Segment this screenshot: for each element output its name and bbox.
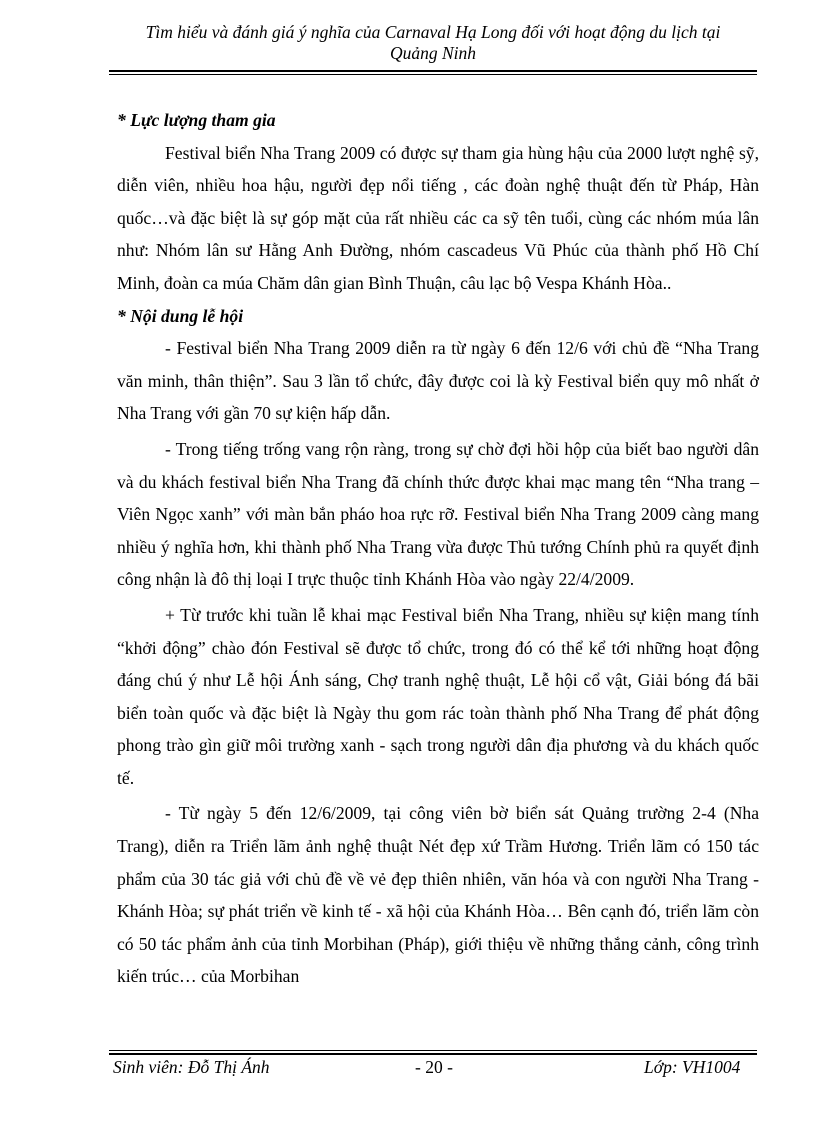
section-heading-participants: * Lực lượng tham gia bbox=[117, 110, 276, 130]
footer-rule bbox=[109, 1053, 757, 1055]
footer-page-number: - 20 - bbox=[415, 1057, 453, 1077]
paragraph: - Festival biển Nha Trang 2009 diễn ra từ ngày 6 đến 12/6 với chủ đề “Nha Trang văn minh, thân thiện”. Sau 3 lần tổ chức, đây được coi là kỳ Festival biển quy mô nhất ở Nha Trang với gần 70 sự kiện hấp dẫn. bbox=[117, 338, 759, 424]
header-rule-thin bbox=[109, 74, 757, 75]
paragraph: + Từ trước khi tuần lễ khai mạc Festival biển Nha Trang, nhiều sự kiện mang tính “khởi động” chào đón Festival sẽ được tổ chức, trong đó có thể kể tới những hoạt động đáng chú ý như Lễ hội Ánh sáng, Chợ tranh nghệ thuật, Lễ hội cổ vật, Giải bóng đá bãi biển toàn quốc và đặc biệt là Ngày thu gom rác toàn thành phố Nha Trang để phát động phong trào gìn giữ môi trường xanh - sạch trong người dân địa phương và du khách quốc tế. bbox=[117, 604, 759, 788]
header-title-line2: Quảng Ninh bbox=[389, 43, 477, 63]
footer-rule-thin bbox=[109, 1050, 757, 1051]
section-heading-content: * Nội dung lễ hội bbox=[117, 305, 244, 326]
page-header bbox=[110, 22, 756, 64]
paragraph: - Từ ngày 5 đến 12/6/2009, tại công viên bờ biển sát Quảng trường 2-4 (Nha Trang), diễn ra Triển lãm ảnh nghệ thuật Nét đẹp xứ Trầm Hương. Triển lãm có 150 tác phẩm của 30 tác giả với chủ đề về vẻ đẹp thiên nhiên, văn hóa và con người Nha Trang - Khánh Hòa; sự phát triển về kinh tế - xã hội của Khánh Hòa… Bên cạnh đó, triển lãm còn có 50 tác phẩm ảnh của tỉnh Morbihan (Pháp), giới thiệu về những thắng cảnh, công trình kiến trúc… của Morbihan bbox=[117, 803, 759, 987]
paragraph: Festival biển Nha Trang 2009 có được sự tham gia hùng hậu của 2000 lượt nghệ sỹ, diễn viên, nhiều hoa hậu, người đẹp nổi tiếng , các đoàn nghệ thuật đến từ Pháp, Hàn quốc…và đặc biệt là sự góp mặt của rất nhiều các ca sỹ tên tuổi, cùng các nhóm múa lân như: Nhóm lân sư Hằng Anh Đường, nhóm cascadeus Vũ Phúc của thành phố Hồ Chí Minh, đoàn ca múa Chăm dân gian Bình Thuận, câu lạc bộ Vespa Khánh Hòa.. bbox=[117, 142, 759, 293]
header-title-line1: Tìm hiểu và đánh giá ý nghĩa của Carnaval Hạ Long đối với hoạt động du lịch tại bbox=[145, 22, 721, 42]
footer-class: Lớp: VH1004 bbox=[644, 1057, 741, 1077]
header-rule bbox=[109, 70, 757, 72]
document-body bbox=[117, 104, 759, 993]
paragraph: - Trong tiếng trống vang rộn ràng, trong sự chờ đợi hồi hộp của biết bao người dân và du khách festival biển Nha Trang đã chính thức được khai mạc mang tên “Nha trang – Viên Ngọc xanh” với màn bắn pháo hoa rực rỡ. Festival biển Nha Trang 2009 càng mang nhiều ý nghĩa hơn, khi thành phố Nha Trang vừa được Thủ tướng Chính phủ ra quyết định công nhận là đô thị loại I trực thuộc tỉnh Khánh Hòa vào ngày 22/4/2009. bbox=[117, 438, 759, 590]
footer-student-name: Sinh viên: Đỗ Thị Ánh bbox=[113, 1057, 270, 1077]
